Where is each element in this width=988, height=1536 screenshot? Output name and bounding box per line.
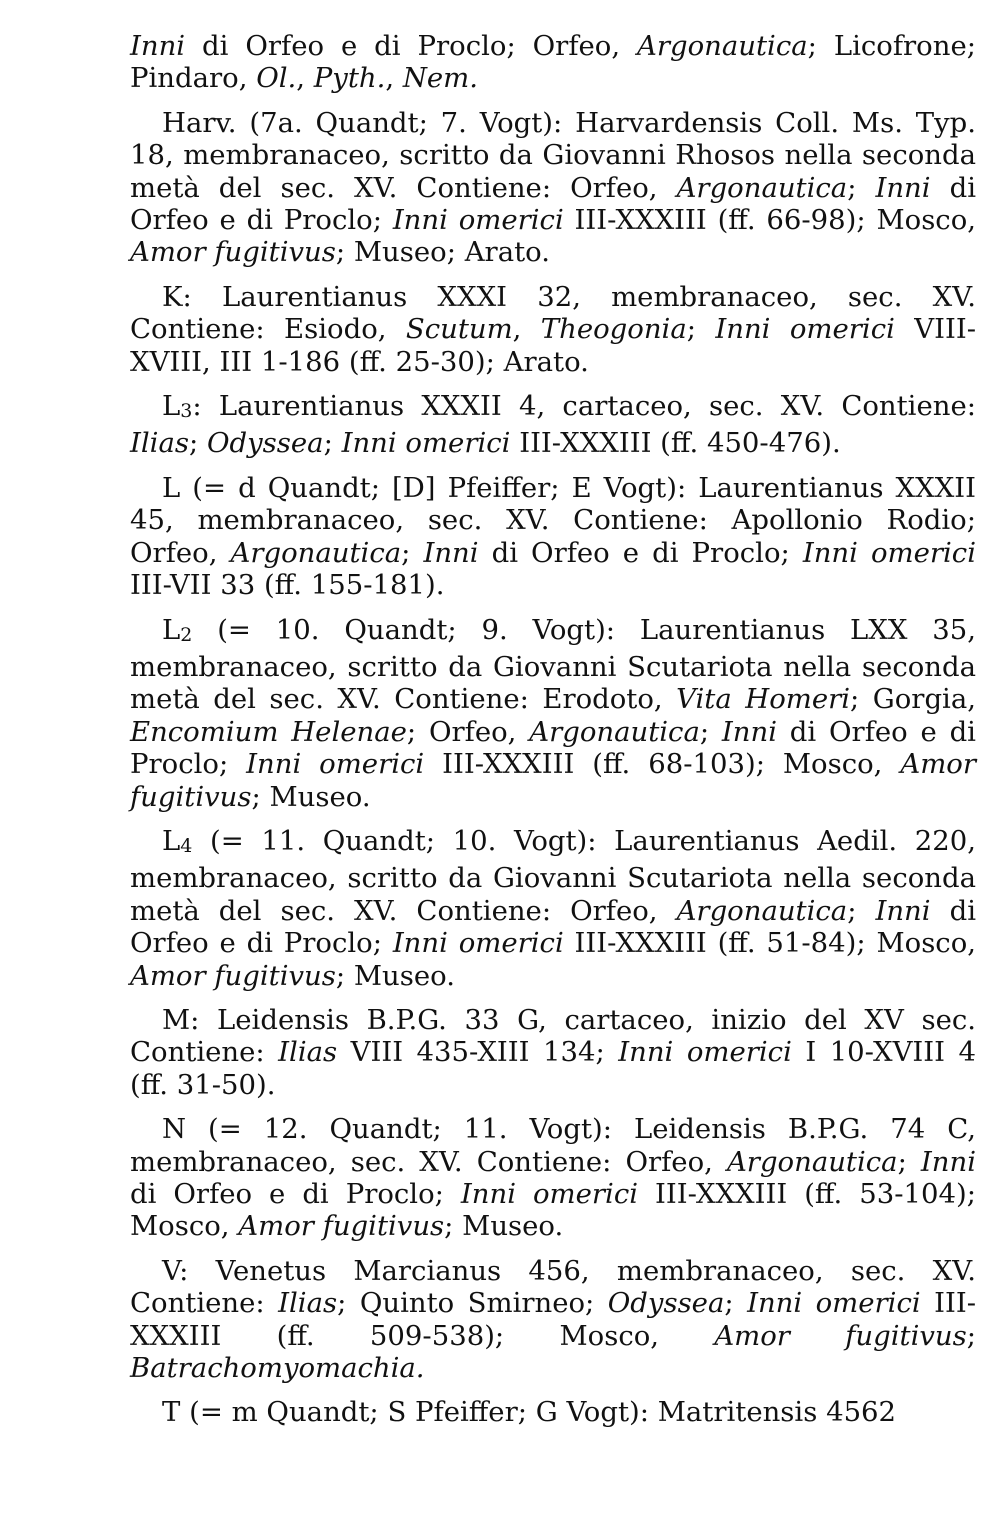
text-run: ; Licofrone; Pindaro, [130, 30, 976, 95]
text-run: III-XXXIII (ff. 53-104); Mosco, [130, 1178, 976, 1243]
italic-title: Theogonia [540, 313, 687, 346]
text-run: ; Museo. [251, 780, 371, 813]
italic-title: Amor fugitivus [238, 1210, 445, 1243]
italic-title: Argonautica [676, 171, 848, 204]
siglum-subscript: 2 [180, 623, 193, 646]
manuscript-entry [130, 1004, 976, 1101]
manuscript-entry [130, 281, 976, 378]
italic-title: Inni [721, 715, 778, 748]
italic-title: Inni [423, 536, 479, 569]
italic-title: Ilias [130, 427, 189, 460]
text-run: ; Museo. [335, 959, 455, 992]
italic-title: Inni [130, 30, 186, 62]
italic-title: Inni omerici [802, 536, 976, 569]
italic-title: Inni omerici [460, 1178, 639, 1210]
text-run: L [162, 824, 181, 857]
italic-title: Amor fugitivus [130, 748, 976, 813]
text-run: ; [847, 894, 876, 927]
italic-title: Scutum [405, 313, 513, 346]
italic-title: Encomium Helenae [130, 715, 407, 748]
manuscript-entry [130, 390, 976, 460]
text-run: , [512, 313, 541, 346]
text-run: Harv. (7a. Quandt; 7. Vogt): Harvardensis Coll. Ms. Typ. 18, membranaceo, scritto da Giovanni Rhosos nella seconda metà del sec. XV. Contiene: Orfeo, [130, 106, 976, 204]
text-run: N (= 12. Quandt; 11. Vogt): Leidensis B.P.G. 74 C, membranaceo, sec. XV. Contiene: Orfeo, [130, 1113, 976, 1178]
manuscript-entry [130, 1113, 976, 1243]
text-run: VIII-XVIII, III 1-186 (ff. 25-30); Arato. [130, 313, 977, 378]
text-run: ; [323, 427, 342, 460]
text-run: (= 11. Quandt; 10. Vogt): Laurentianus Aedil. 220, membranaceo, scritto da Giovanni Scutariota nella seconda metà del sec. XV. Contiene: Orfeo, [130, 824, 976, 927]
siglum-subscript: 4 [180, 834, 193, 857]
text-run: III-VII 33 (ff. 155-181). [130, 569, 445, 602]
text-run: ; [966, 1319, 977, 1352]
italic-title: Odyssea [206, 427, 324, 460]
text-run: VIII 435-XIII 134; [337, 1036, 619, 1069]
text-run: L [162, 390, 181, 423]
text-run: ; Museo; Arato. [335, 236, 550, 269]
text-continuation [130, 30, 976, 95]
italic-title: Argonautica [637, 30, 808, 62]
italic-title: Inni omerici [392, 927, 564, 960]
manuscript-entry [130, 825, 976, 992]
text-run: III-XXXIII (ff. 450-476). [510, 427, 841, 460]
italic-title: Amor fugitivus [130, 959, 336, 992]
italic-title: Inni omerici [747, 1287, 921, 1320]
italic-title: Ilias [278, 1036, 338, 1069]
text-run: ; [686, 313, 716, 346]
text-run: ; Museo. [444, 1210, 564, 1243]
text-run: (= 10. Quandt; 9. Vogt): Laurentianus LXX 35, membranaceo, scritto da Giovanni Scutariota nella seconda metà del sec. XV. Contiene: Erodoto, [130, 613, 976, 716]
manuscript-entry [130, 1396, 976, 1428]
italic-title: Ilias [278, 1287, 338, 1320]
italic-title: Inni omerici [715, 313, 895, 346]
text-run: L [162, 613, 181, 646]
text-run: ; [401, 536, 424, 569]
italic-title: Amor fugitivus [714, 1319, 967, 1352]
text-run: I 10-XVIII 4 (ff. 31-50). [130, 1036, 976, 1101]
text-run: ; [724, 1287, 748, 1320]
italic-title: Inni omerici [246, 748, 425, 781]
italic-title: Nem. [402, 62, 478, 95]
italic-title: Argonautica [529, 715, 700, 748]
manuscript-entry [130, 472, 976, 602]
text-run: K: Laurentianus XXXI 32, membranaceo, sec. XV. Contiene: Esiodo, [130, 280, 976, 346]
italic-title: Pyth. [313, 62, 386, 95]
manuscript-entry [130, 614, 976, 813]
text-run: , [385, 62, 403, 95]
text-run: M: Leidensis B.P.G. 33 G, cartaceo, inizio del XV sec. Contiene: [130, 1003, 976, 1069]
text-run: di Orfeo e di Proclo; [130, 1178, 461, 1210]
italic-title: Inni [875, 171, 931, 204]
text-run: III-XXXIII (ff. 509-538); Mosco, [130, 1287, 976, 1352]
italic-title: Odyssea [607, 1287, 725, 1320]
italic-title: Batrachomyomachia. [130, 1352, 425, 1385]
manuscript-list-page [130, 30, 976, 1441]
italic-title: Argonautica [230, 536, 402, 569]
text-run: ; Gorgia, [850, 683, 976, 716]
italic-title: Argonautica [676, 894, 848, 927]
text-run: di Orfeo e di Proclo; [130, 171, 976, 237]
text-run: ; Orfeo, [406, 715, 530, 748]
text-run: ; [847, 171, 876, 204]
italic-title: Amor fugitivus [130, 236, 336, 269]
text-run: T (= m Quandt; S Pfeiffer; G Vogt): Matritensis 4562 [162, 1396, 897, 1429]
text-run: di Orfeo e di Proclo; Orfeo, [185, 30, 638, 62]
text-run: : Laurentianus XXXII 4, cartaceo, sec. XV. Contiene: [192, 390, 976, 423]
manuscript-entry [130, 107, 976, 269]
italic-title: Inni omerici [618, 1036, 792, 1069]
text-run: ; Quinto Smirneo; [337, 1287, 608, 1320]
text-run: L (= d Quandt; [D] Pfeiffer; E Vogt): Laurentianus XXXII 45, membranaceo, sec. XV. Contiene: Apollonio Rodio; Orfeo, [130, 471, 976, 569]
text-run: ; [897, 1145, 921, 1178]
text-run: di Orfeo e di Proclo; [130, 715, 976, 781]
text-run: ; [188, 427, 207, 460]
italic-title: Inni omerici [392, 204, 564, 237]
text-run: di Orfeo e di Proclo; [478, 536, 803, 569]
italic-title: Inni [875, 894, 931, 927]
italic-title: Argonautica [726, 1145, 898, 1178]
text-run: III-XXXIII (ff. 66-98); Mosco, [563, 204, 976, 237]
manuscript-entry [130, 1255, 976, 1385]
italic-title: Inni [920, 1145, 976, 1178]
italic-title: Vita Homeri [676, 683, 851, 716]
italic-title: Inni omerici [341, 427, 511, 460]
siglum-subscript: 3 [180, 400, 193, 423]
text-run: di Orfeo e di Proclo; [130, 894, 976, 960]
text-run: III-XXXIII (ff. 68-103); Mosco, [424, 748, 901, 781]
text-run: V: Venetus Marcianus 456, membranaceo, sec. XV. Contiene: [130, 1254, 976, 1320]
text-run: III-XXXIII (ff. 51-84); Mosco, [563, 927, 976, 960]
text-run: , [296, 62, 314, 95]
text-run: ; [699, 715, 722, 748]
italic-title: Ol. [256, 62, 297, 95]
